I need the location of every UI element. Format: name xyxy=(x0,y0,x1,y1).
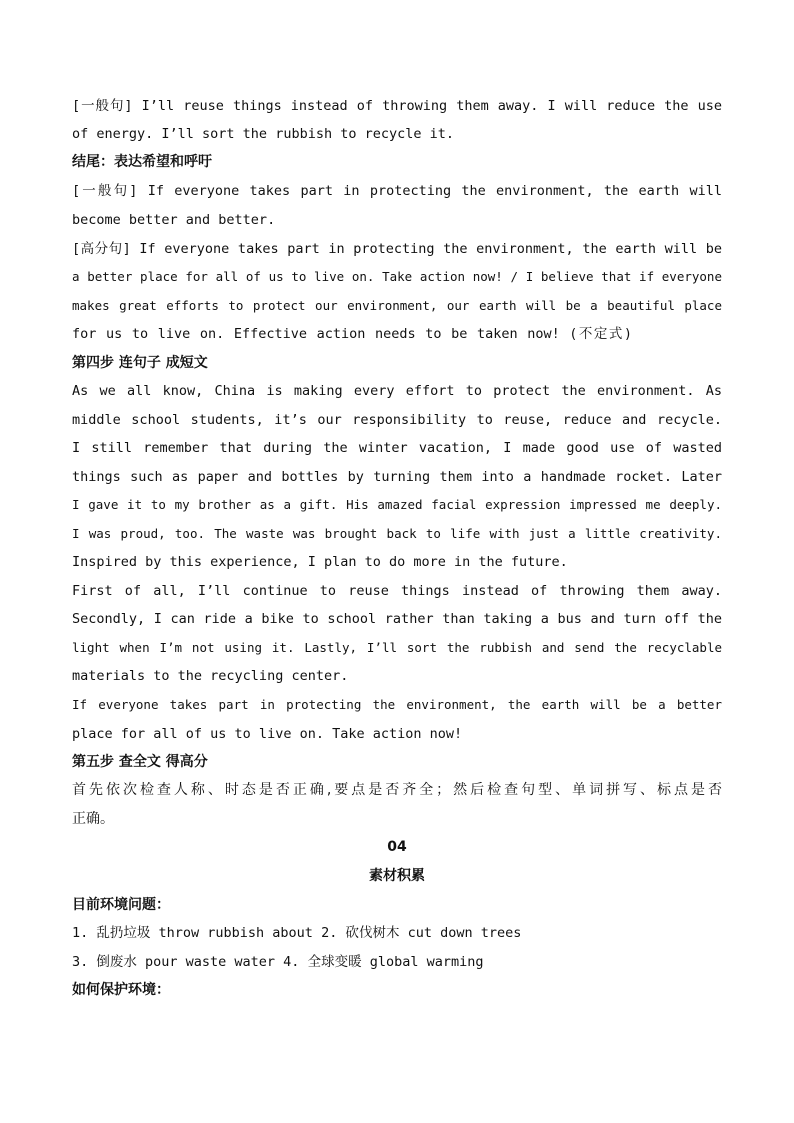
advanced-sentence-line: makes great efforts to protect our environment, our earth will be a beautiful place xyxy=(72,298,722,313)
ending-heading: 结尾：表达希望和呼吁 xyxy=(72,154,212,170)
general-sentence-line: [一般句] I’ll reuse things instead of throwing them away. I will reduce the use xyxy=(72,98,722,114)
essay-paragraph-line: First of all, I’ll continue to reuse things instead of throwing them away. xyxy=(72,583,722,599)
section-title: 素材积累 xyxy=(369,868,425,884)
checklist-text: 首先依次检查人称、时态是否正确,要点是否齐全；然后检查句型、单词拼写、标点是否 xyxy=(72,782,722,798)
general-sentence-line-continued: of energy. I’ll sort the rubbish to recycle it. xyxy=(72,126,455,142)
advanced-sentence-line: a better place for all of us to live on. Take action now! / I believe that if everyone xyxy=(72,269,722,284)
protection-methods-heading: 如何保护环境： xyxy=(72,982,170,998)
essay-paragraph-line: If everyone takes part in protecting the environment, the earth will be a better xyxy=(72,697,722,712)
list-item: 1. 乱扔垃圾 throw rubbish about 2. 砍伐树木 cut down trees xyxy=(72,925,522,941)
advanced-sentence-line: [高分句] If everyone takes part in protecting the environment, the earth will be xyxy=(72,241,722,257)
checklist-text-continued: 正确。 xyxy=(72,811,114,827)
ending-general-sentence: [一般句] If everyone takes part in protecting the environment, the earth will xyxy=(72,183,722,199)
step-four-heading: 第四步 连句子 成短文 xyxy=(72,355,208,371)
section-number: 04 xyxy=(387,839,407,855)
essay-paragraph-line: Inspired by this experience, I plan to do more in the future. xyxy=(72,554,568,570)
essay-paragraph-line: I gave it to my brother as a gift. His amazed facial expression impressed me deeply. xyxy=(72,497,722,512)
essay-paragraph-line: light when I’m not using it. Lastly, I’ll sort the rubbish and send the recyclable xyxy=(72,640,722,655)
step-five-heading: 第五步 查全文 得高分 xyxy=(72,754,208,770)
essay-paragraph-line: I still remember that during the winter vacation, I made good use of wasted xyxy=(72,440,722,456)
essay-paragraph-line: Secondly, I can ride a bike to school rather than taking a bus and turn off the xyxy=(72,611,722,627)
essay-paragraph-line: things such as paper and bottles by turning them into a handmade rocket. Later xyxy=(72,469,722,485)
list-item: 3. 倒废水 pour waste water 4. 全球变暖 global warming xyxy=(72,954,484,970)
advanced-sentence-line: for us to live on. Effective action needs to be taken now! (不定式) xyxy=(72,326,632,342)
essay-paragraph-line: I was proud, too. The waste was brought back to life with just a little creativity. xyxy=(72,526,722,541)
ending-general-sentence-continued: become better and better. xyxy=(72,212,276,228)
essay-paragraph-line: middle school students, it’s our responsibility to reuse, reduce and recycle. xyxy=(72,412,722,428)
essay-paragraph-line: As we all know, China is making every effort to protect the environment. As xyxy=(72,383,722,399)
essay-paragraph-line: materials to the recycling center. xyxy=(72,668,349,684)
environment-problems-heading: 目前环境问题： xyxy=(72,897,170,913)
essay-paragraph-line: place for all of us to live on. Take action now! xyxy=(72,726,463,742)
